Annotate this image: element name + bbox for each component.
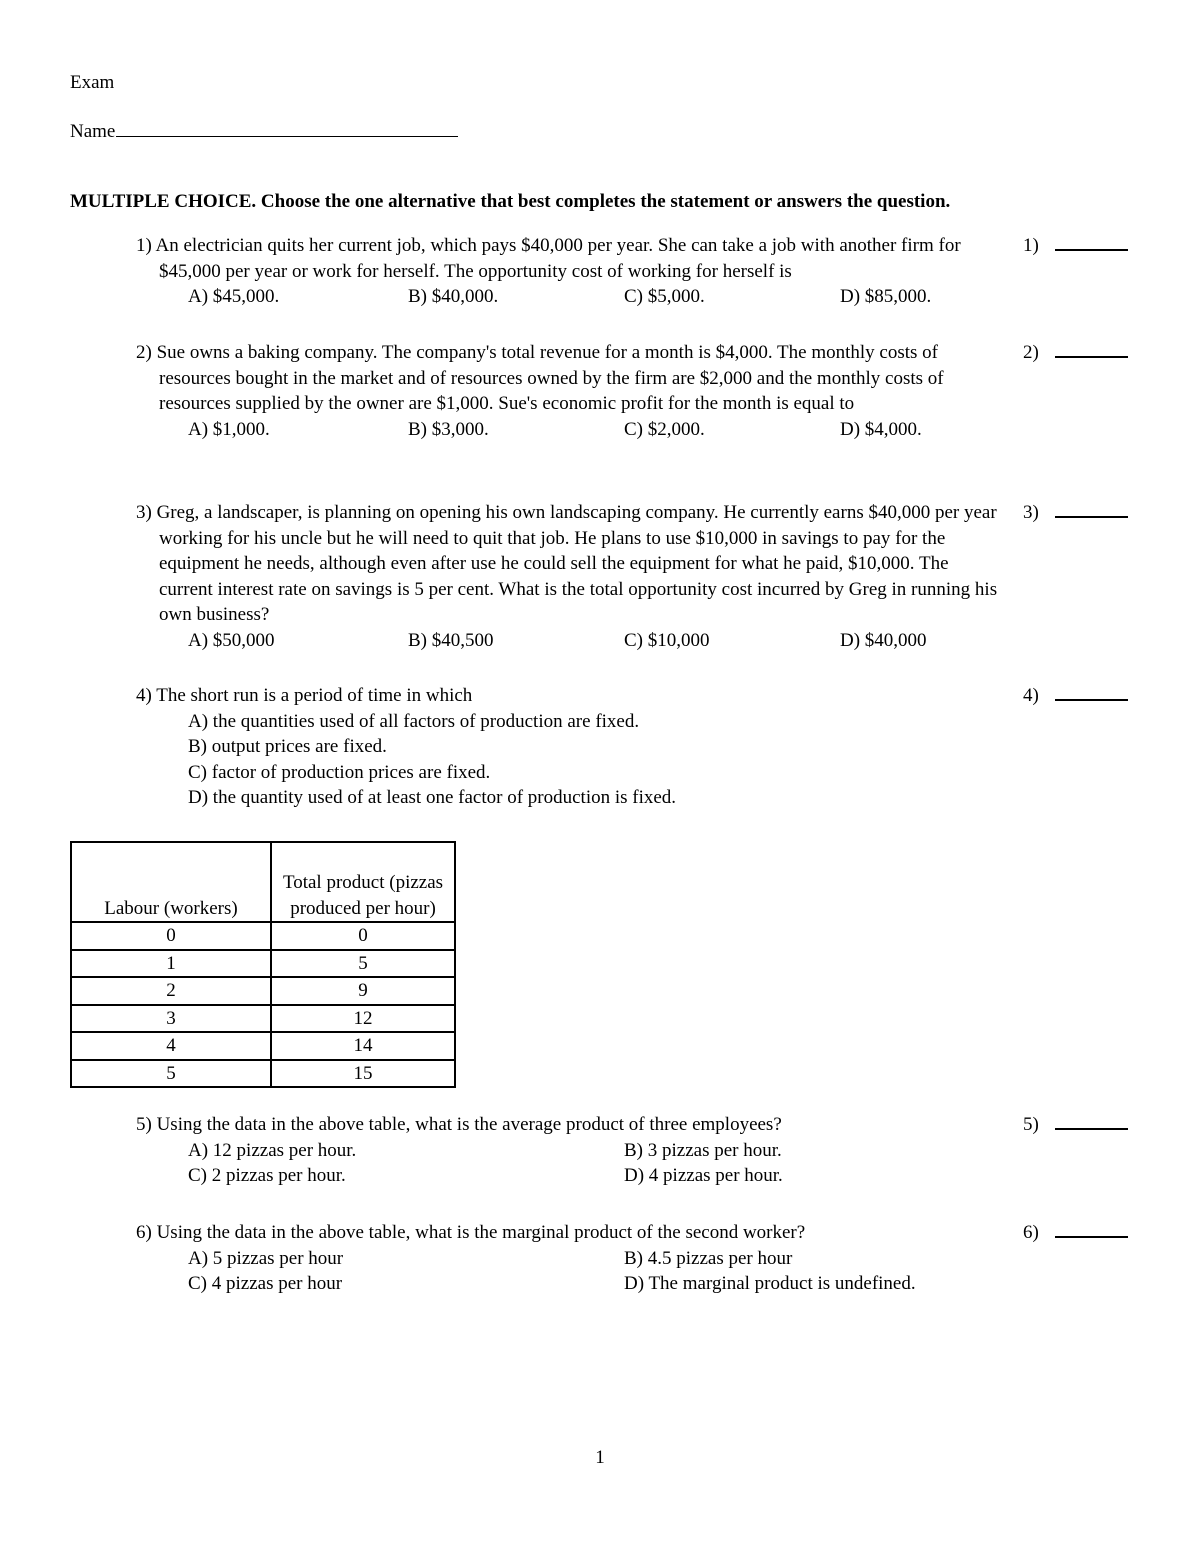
table-row bbox=[71, 977, 455, 1005]
option-c[interactable]: C) 2 pizzas per hour. bbox=[188, 1165, 346, 1186]
options-row bbox=[136, 1138, 1006, 1164]
answer-number: 6) bbox=[1023, 1222, 1039, 1243]
option-c[interactable]: C) $2,000. bbox=[624, 418, 705, 440]
option-a[interactable]: A) 12 pizzas per hour. bbox=[188, 1139, 357, 1161]
cell-labour: 5 bbox=[71, 1060, 271, 1088]
answer-slot-6 bbox=[1023, 1220, 1128, 1246]
page-number: 1 bbox=[595, 1447, 605, 1468]
instructions: MULTIPLE CHOICE. Choose the one alternative that best completes the statement or answers the question. bbox=[70, 191, 951, 212]
options-row bbox=[136, 417, 1006, 443]
question-stem: 3) Greg, a landscaper, is planning on opening his own landscaping company. He currently earns $40,000 per year working for his uncle but he will need to quit that job. He plans to use $10,000 in savings to pay for the equipment he needs, although even after use he could sell the equipment for what he paid, $10,000. The current interest rate on savings is 5 per cent. What is the total opportunity cost incurred by Greg in running his own business? bbox=[136, 502, 998, 625]
option-b[interactable]: B) output prices are fixed. bbox=[188, 736, 387, 757]
cell-total-product: 9 bbox=[271, 977, 455, 1005]
table-row bbox=[71, 1060, 455, 1088]
table-header-row bbox=[71, 842, 455, 922]
answer-slot-3 bbox=[1023, 500, 1128, 526]
cell-total-product: 14 bbox=[271, 1032, 455, 1060]
option-b[interactable]: B) $40,000. bbox=[408, 286, 499, 307]
option-c[interactable]: C) $5,000. bbox=[624, 286, 705, 307]
answer-number: 2) bbox=[1023, 342, 1039, 363]
option-a[interactable]: A) $1,000. bbox=[188, 418, 270, 440]
answer-number: 3) bbox=[1023, 502, 1039, 523]
answer-blank[interactable] bbox=[1055, 235, 1128, 251]
option-d[interactable]: D) $85,000. bbox=[840, 286, 932, 307]
option-a[interactable]: A) the quantities used of all factors of production are fixed. bbox=[188, 710, 640, 732]
question-4 bbox=[136, 683, 1006, 811]
answer-blank[interactable] bbox=[1055, 1222, 1128, 1238]
exam-title: Exam bbox=[70, 72, 115, 93]
options-row bbox=[136, 1246, 1006, 1272]
name-blank[interactable] bbox=[116, 116, 458, 137]
option-b[interactable]: B) $3,000. bbox=[408, 418, 489, 440]
cell-total-product: 15 bbox=[271, 1060, 455, 1088]
question-stem: 1) An electrician quits her current job, which pays $40,000 per year. She can take a job with another firm for $45,000 per year or work for herself. The opportunity cost of working for herself is bbox=[136, 235, 961, 282]
option-c[interactable]: C) $10,000 bbox=[624, 629, 710, 651]
option-d[interactable]: D) the quantity used of at least one factor of production is fixed. bbox=[188, 787, 677, 808]
answer-slot-4 bbox=[1023, 683, 1128, 709]
name-field-row bbox=[70, 116, 458, 145]
option-d[interactable]: D) The marginal product is undefined. bbox=[624, 1273, 916, 1294]
question-stem: 4) The short run is a period of time in which bbox=[136, 685, 473, 706]
option-d[interactable]: D) 4 pizzas per hour. bbox=[624, 1165, 783, 1186]
answer-blank[interactable] bbox=[1055, 342, 1128, 358]
option-c[interactable]: C) 4 pizzas per hour bbox=[188, 1273, 343, 1294]
answer-blank[interactable] bbox=[1055, 502, 1128, 518]
table-row bbox=[71, 1005, 455, 1033]
cell-labour: 2 bbox=[71, 977, 271, 1005]
question-5 bbox=[136, 1112, 1006, 1189]
cell-labour: 1 bbox=[71, 950, 271, 978]
cell-labour: 4 bbox=[71, 1032, 271, 1060]
cell-total-product: 12 bbox=[271, 1005, 455, 1033]
option-b[interactable]: B) 4.5 pizzas per hour bbox=[624, 1247, 793, 1269]
cell-total-product: 5 bbox=[271, 950, 455, 978]
total-product-table bbox=[70, 841, 456, 1088]
question-stem: 6) Using the data in the above table, what is the marginal product of the second worker? bbox=[136, 1222, 806, 1243]
answer-number: 4) bbox=[1023, 685, 1039, 706]
answer-blank[interactable] bbox=[1055, 685, 1128, 701]
header-total-product: Total product (pizzas produced per hour) bbox=[271, 842, 455, 922]
option-d[interactable]: D) $4,000. bbox=[840, 418, 922, 440]
options-row bbox=[136, 1271, 1006, 1297]
option-a[interactable]: A) $45,000. bbox=[188, 286, 280, 307]
cell-labour: 3 bbox=[71, 1005, 271, 1033]
option-b[interactable]: B) 3 pizzas per hour. bbox=[624, 1139, 782, 1161]
name-label: Name bbox=[70, 121, 116, 142]
table-row bbox=[71, 950, 455, 978]
answer-number: 1) bbox=[1023, 235, 1039, 256]
option-a[interactable]: A) $50,000 bbox=[188, 629, 275, 651]
option-a[interactable]: A) 5 pizzas per hour bbox=[188, 1247, 344, 1269]
options-row bbox=[136, 1163, 1006, 1189]
table-row bbox=[71, 1032, 455, 1060]
answer-slot-1 bbox=[1023, 233, 1128, 259]
option-b[interactable]: B) $40,500 bbox=[408, 629, 494, 651]
answer-slot-2 bbox=[1023, 340, 1128, 366]
cell-total-product: 0 bbox=[271, 922, 455, 950]
question-1 bbox=[136, 233, 1006, 310]
question-stem: 2) Sue owns a baking company. The company's total revenue for a month is $4,000. The monthly costs of resources bought in the market and of resources owned by the firm are $2,000 and the monthly costs of resources supplied by the owner are $1,000. Sue's economic profit for the month is equal to bbox=[136, 342, 944, 414]
answer-slot-5 bbox=[1023, 1112, 1128, 1138]
answer-blank[interactable] bbox=[1055, 1114, 1128, 1130]
cell-labour: 0 bbox=[71, 922, 271, 950]
options-row bbox=[136, 628, 1006, 654]
question-2 bbox=[136, 340, 1006, 442]
header-labour: Labour (workers) bbox=[71, 842, 271, 922]
option-d[interactable]: D) $40,000 bbox=[840, 629, 927, 651]
option-c[interactable]: C) factor of production prices are fixed. bbox=[188, 761, 491, 783]
options-list bbox=[136, 709, 1006, 811]
question-3 bbox=[136, 500, 1006, 653]
options-row bbox=[136, 284, 1006, 310]
question-6 bbox=[136, 1220, 1006, 1297]
table-row bbox=[71, 922, 455, 950]
answer-number: 5) bbox=[1023, 1114, 1039, 1135]
question-stem: 5) Using the data in the above table, what is the average product of three employees? bbox=[136, 1114, 782, 1135]
